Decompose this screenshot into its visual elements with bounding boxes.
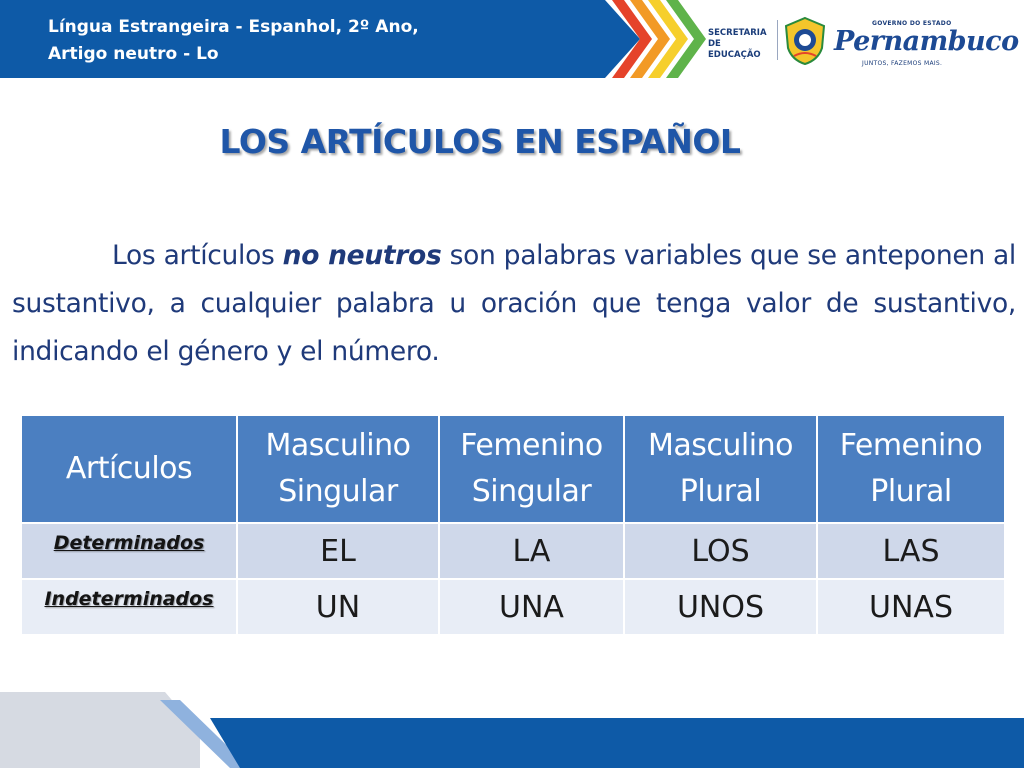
header-cell-fem-plural (817, 415, 1005, 523)
table-cell: UNOS (624, 579, 817, 635)
header-text: Masculino (265, 428, 411, 463)
header-text: Artículos (65, 451, 193, 486)
secretaria-line1: SECRETARIA (708, 28, 767, 38)
header-text: Femenino (839, 428, 983, 463)
table-row (21, 523, 1005, 579)
course-title-line1: Língua Estrangeira - Espanhol, 2º Ano, (48, 17, 419, 37)
slide-title: LOS ARTÍCULOS EN ESPAÑOL (219, 122, 741, 161)
table-cell: UNAS (817, 579, 1005, 635)
paragraph-emphasis: no neutros (282, 240, 442, 271)
row-label-indeterminados: Indeterminados (21, 579, 237, 635)
slide-header (0, 0, 1024, 78)
header-text: Plural (679, 474, 762, 509)
state-crest-icon (782, 16, 828, 66)
gov-label: GOVERNO DO ESTADO (872, 20, 952, 27)
articles-table (20, 414, 1006, 636)
slogan: JUNTOS, FAZEMOS MAIS. (862, 60, 943, 67)
table-row (21, 579, 1005, 635)
course-title (48, 14, 608, 68)
table-cell: LA (439, 523, 624, 579)
table-cell: LOS (624, 523, 817, 579)
paragraph-part2: son palabras variables que se anteponen al sustantivo, a cualquier palabra u oración que tenga valor de sustantivo, indicando el género y el número. (12, 240, 1016, 367)
header-text: Masculino (648, 428, 793, 463)
logo-divider (777, 20, 778, 60)
table-header-row (21, 415, 1005, 523)
secretaria-line2: DE EDUCAÇÃO (708, 39, 761, 60)
body-paragraph (12, 232, 1016, 376)
table-cell: UN (237, 579, 439, 635)
pernambuco-logo: Pernambuco (834, 26, 1019, 57)
header-cell-masc-plural (624, 415, 817, 523)
header-cell-masc-singular (237, 415, 439, 523)
table-cell: LAS (817, 523, 1005, 579)
header-text: Singular (278, 474, 398, 509)
table-cell: EL (237, 523, 439, 579)
row-label-determinados: Determinados (21, 523, 237, 579)
table-cell: UNA (439, 579, 624, 635)
course-title-line2: Artigo neutro - Lo (48, 44, 219, 64)
paragraph-part1: Los artículos (112, 240, 283, 271)
header-cell-fem-singular (439, 415, 624, 523)
header-text: Plural (870, 474, 952, 509)
header-cell-articulos (21, 415, 237, 523)
header-text: Singular (471, 474, 592, 509)
secretaria-logo-text (708, 28, 774, 61)
header-text: Femenino (460, 428, 603, 463)
